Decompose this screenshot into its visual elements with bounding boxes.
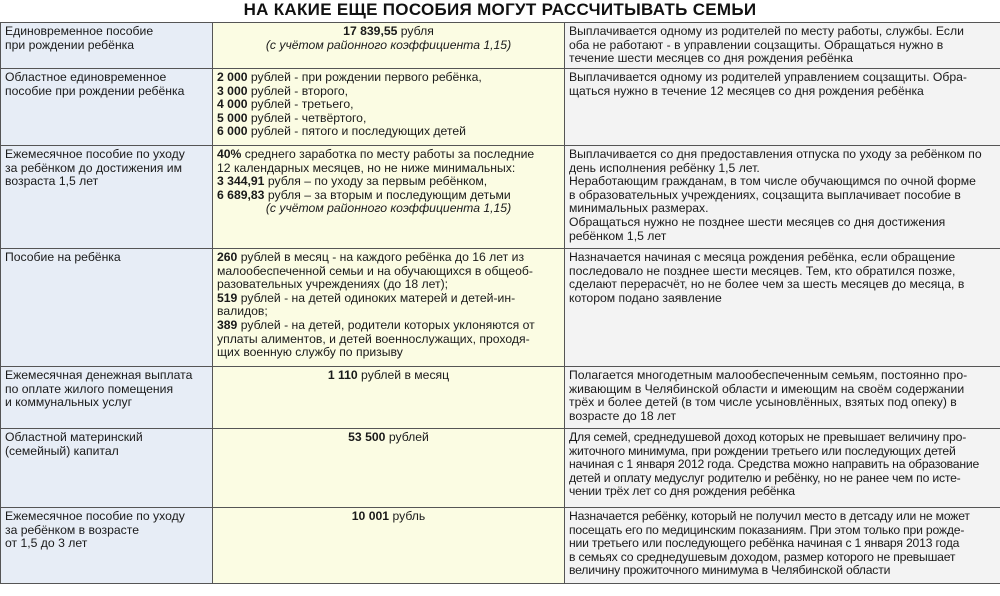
benefit-note: Выплачивается одному из родителей по месту работы, службы. Если оба не работают - в управлении соцзащиты. Обращаться нужно в течение шести месяцев со дня рождения ребёнка [565, 23, 1000, 69]
benefit-note: Назначается начиная с месяца рождения ребёнка, если обращение последовало не позднее шести месяцев. Тем, кто обратился позже, сделают перерасчёт, но не более чем за шесть месяцев до месяца, в котором подано заявление [565, 249, 1000, 367]
table-row [1, 508, 1000, 584]
table-row [1, 23, 1000, 69]
benefit-name: Ежемесячное пособие по уходу за ребёнком в возрасте от 1,5 до 3 лет [1, 508, 213, 584]
benefit-note: Для семей, среднедушевой доход которых не превышает величину про- житочного минимума, при рождении третьего или последующих детей начиная с 1 января 2012 года. Средства можно направить на образование детей и оплату медуслуг родителю и ребёнку, но не ранее чем по исте- чении трёх лет со дня рождения ребёнка [565, 429, 1000, 508]
benefit-note: Выплачивается со дня предоставления отпуска по уходу за ребёнком по день исполнения ребёнку 1,5 лет. Неработающим гражданам, в том числе обучающимся по очной форме в образовательных учреждениях, соцзащита выплачивает пособие в минимальных размерах. Обращаться нужно не позднее шести месяцев со дня достижения ребёнком 1,5 лет [565, 146, 1000, 249]
table-row [1, 249, 1000, 367]
table-row [1, 69, 1000, 146]
benefit-amount: 10 001 рубль [213, 508, 565, 584]
benefit-amount: 2 000 рублей - при рождении первого ребёнка, 3 000 рублей - второго, 4 000 рублей - третьего, 5 000 рублей - четвёртого, 6 000 рублей - пятого и последующих детей [213, 69, 565, 146]
benefit-note: Назначается ребёнку, который не получил место в детсаду или не может посещать его по медицинским показаниям. При этом только при рожде- нии третьего или последующего ребёнка начиная с 1 января 2013 года в семьях со среднедушевым доходом, размер которого не превышает величину прожиточного минимума в Челябинской области [565, 508, 1000, 584]
benefit-note: Выплачивается одному из родителей управлением соцзащиты. Обра- щаться нужно в течение 12 месяцев со дня рождения ребёнка [565, 69, 1000, 146]
benefit-name: Ежемесячное пособие по уходу за ребёнком до достижения им возраста 1,5 лет [1, 146, 213, 249]
benefit-amount: 260 рублей в месяц - на каждого ребёнка до 16 лет из малообеспеченной семьи и на обучающихся в общеоб- разовательных учреждениях (до 18 лет); 519 рублей - на детей одиноких матерей и детей-ин- валидов; 389 рублей - на детей, родители которых уклоняются от уплаты алиментов, и детей военнослужащих, проходя- щих военную службу по призыву [213, 249, 565, 367]
benefit-amount: 1 110 рублей в месяц [213, 367, 565, 429]
table-row [1, 429, 1000, 508]
table-row [1, 367, 1000, 429]
benefit-name: Областной материнский (семейный) капитал [1, 429, 213, 508]
benefit-name: Областное единовременное пособие при рождении ребёнка [1, 69, 213, 146]
benefit-amount: 53 500 рублей [213, 429, 565, 508]
benefit-note: Полагается многодетным малообеспеченным семьям, постоянно про- живающим в Челябинской области и имеющим на своём содержании трёх и более детей (в том числе усыновлённых, взятых под опеку) в возрасте до 18 лет [565, 367, 1000, 429]
page-title: НА КАКИЕ ЕЩЕ ПОСОБИЯ МОГУТ РАССЧИТЫВАТЬ СЕМЬИ [243, 0, 757, 19]
benefit-amount: 40% среднего заработка по месту работы за последние 12 календарных месяцев, но не ниже минимальных: 3 344,91 рубля – по уходу за первым ребёнком, 6 689,83 рубля – за вторым и последующим детьми (с учётом районного коэффициента 1,15) [213, 146, 565, 249]
table-row [1, 146, 1000, 249]
benefit-amount: 17 839,55 рубля (с учётом районного коэффициента 1,15) [213, 23, 565, 69]
benefit-name: Пособие на ребёнка [1, 249, 213, 367]
benefits-table [0, 22, 1000, 584]
benefit-name: Ежемесячная денежная выплата по оплате жилого помещения и коммунальных услуг [1, 367, 213, 429]
benefit-name: Единовременное пособие при рождении ребёнка [1, 23, 213, 69]
